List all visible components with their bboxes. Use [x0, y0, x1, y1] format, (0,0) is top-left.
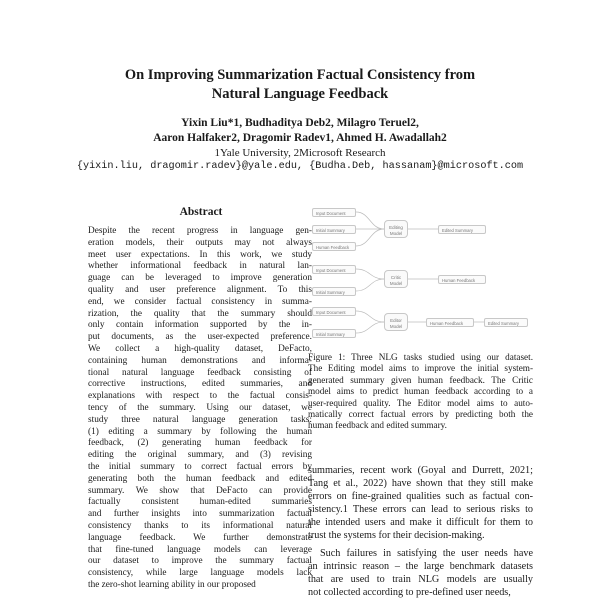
text-line: trust the systems for their decision-making. [308, 530, 485, 541]
author-emails: {yixin.liu, dragomir.radev}@yale.edu, {Budha.Deb, hassanam}@microsoft.com [76, 161, 524, 172]
text-line: Figure 1: Three NLG tasks studied using our dataset. [308, 352, 533, 362]
fig-initial-summary: Initial Summary [312, 287, 356, 296]
text-line: tional natural language feedback consisting of [88, 367, 312, 378]
text-line: user-required quality. The Editor model aims to auto- [308, 397, 533, 408]
text-line: end, we consider factual consistency in summa- [88, 296, 312, 307]
abstract-heading: Abstract [179, 206, 223, 218]
fig-input-document: Input Document [312, 307, 356, 316]
fig-edited-summary: Edited Summary [438, 225, 486, 234]
text-line: summaries, recent work (Goyal and Durrett, 2021; [308, 465, 533, 476]
text-line: feedback, (2) generating human feedback for [88, 438, 312, 449]
title-line-1: On Improving Summarization Factual Consistency from [124, 67, 476, 83]
text-line: consistency thanks to its informational natural [88, 520, 312, 531]
arrow [356, 322, 384, 333]
text-line: the intended users and make it difficult for them to [308, 517, 533, 528]
text-line: eration models, their outputs may not always [88, 237, 312, 248]
text-line: We collect a high-quality dataset, DeFacto, [88, 343, 312, 354]
text-line: that are used to train NLG models are usually [308, 574, 533, 585]
text-line: our dataset to improve the summary factual [88, 556, 312, 567]
arrow [356, 279, 384, 291]
text-line: explanations with respect to the factual consis- [88, 391, 312, 402]
text-line: whether informational feedback in natural lan- [88, 261, 312, 272]
fig-editing-model: Editing Model [384, 220, 408, 238]
fig-human-feedback: Human Feedback [438, 275, 486, 284]
arrow [356, 269, 384, 279]
text-line: that fine-tuned language models can leverage [88, 544, 312, 555]
text-line: Tang et al., 2022) have shown that they still make [308, 478, 533, 489]
text-line: the initial summary to correct factual errors by [88, 461, 312, 472]
text-line: quality and user preference alignment. To this [88, 284, 312, 295]
text-line: factually consistent human-edited summaries [88, 497, 312, 508]
fig-initial-summary: Initial Summary [312, 329, 356, 338]
text-line: an intrinsic reason – the large benchmark datasets [308, 561, 533, 572]
body-text-right-column [308, 464, 533, 599]
text-line: summary. We show that DeFacto can provide [88, 485, 312, 496]
text-line: containing human demonstrations and informa- [88, 355, 312, 366]
text-line: consistency, while large language models lack [88, 568, 312, 579]
text-line: only contain information supported by the in- [88, 320, 312, 331]
text-line: Despite the recent progress in language gen- [88, 226, 312, 236]
authors-line-1: Yixin Liu*1, Budhaditya Deb2, Milagro Teruel2, [181, 117, 419, 129]
fig-input-document: Input Document [312, 265, 356, 274]
fig-input-document: Input Document [312, 208, 356, 217]
text-line: errors on fine-grained qualities such as factual con- [308, 491, 533, 502]
text-line: meet user expectations. In this work, we study [88, 249, 312, 260]
text-line: The Editing model aims to improve the initial system- [308, 363, 533, 374]
text-line: model aims to predict human feedback according to a [308, 386, 533, 397]
fig-critic-model: Critic Model [384, 270, 408, 288]
text-line: (1) editing a summary by following the human [88, 426, 312, 437]
text-line: guage can be leveraged to improve generation [88, 273, 312, 284]
text-line: matically correct factual errors by predicting both the [308, 409, 533, 420]
text-line: human feedback and edited summary. [308, 420, 447, 431]
text-line: generated summary given human feedback. The Critic [308, 374, 533, 385]
text-line: tency of the summary. Using our dataset, we [88, 402, 312, 413]
arrow [356, 229, 384, 246]
fig-human-feedback: Human Feedback [312, 242, 356, 251]
arrow [356, 311, 384, 322]
text-line: language feedback. We further demonstrate [88, 532, 312, 543]
text-line: sistency.1 These errors can lead to serious risks to [308, 504, 533, 515]
arrow [356, 212, 384, 229]
text-line: study three natural language generation tasks: [88, 414, 312, 425]
title-line-2: Natural Language Feedback [211, 86, 389, 102]
affiliations: 1Yale University, 2Microsoft Research [214, 147, 386, 159]
text-line: the zero-shot learning ability in our proposed [88, 579, 256, 590]
text-line: generating both the human feedback and edited [88, 473, 312, 484]
fig-human-feedback: Human Feedback [426, 318, 474, 327]
fig-edited-summary: Edited Summary [484, 318, 528, 327]
text-line: rization, the quality that the summary should [88, 308, 312, 319]
text-line: not collected according to pre-defined user needs, [308, 587, 511, 598]
text-line: and further insights into summarization factual [88, 509, 312, 520]
paper-title [0, 66, 600, 104]
text-line: corrective instructions, edited summaries, and [88, 379, 312, 390]
text-line: editing the original summary, and (3) revising [88, 450, 312, 461]
author-list [0, 116, 600, 146]
fig-initial-summary: Initial Summary [312, 225, 356, 234]
authors-line-2: Aaron Halfaker2, Dragomir Radev1, Ahmed H. Awadallah2 [153, 132, 447, 144]
fig-editor-model: Editor Model [384, 313, 408, 331]
text-line: put documents, as the user-expected preference. [88, 332, 312, 343]
figure-1-caption [308, 352, 533, 432]
abstract-body [88, 226, 312, 592]
text-line: Such failures in satisfying the user needs have [320, 548, 533, 559]
figure-1-diagram [308, 207, 530, 345]
